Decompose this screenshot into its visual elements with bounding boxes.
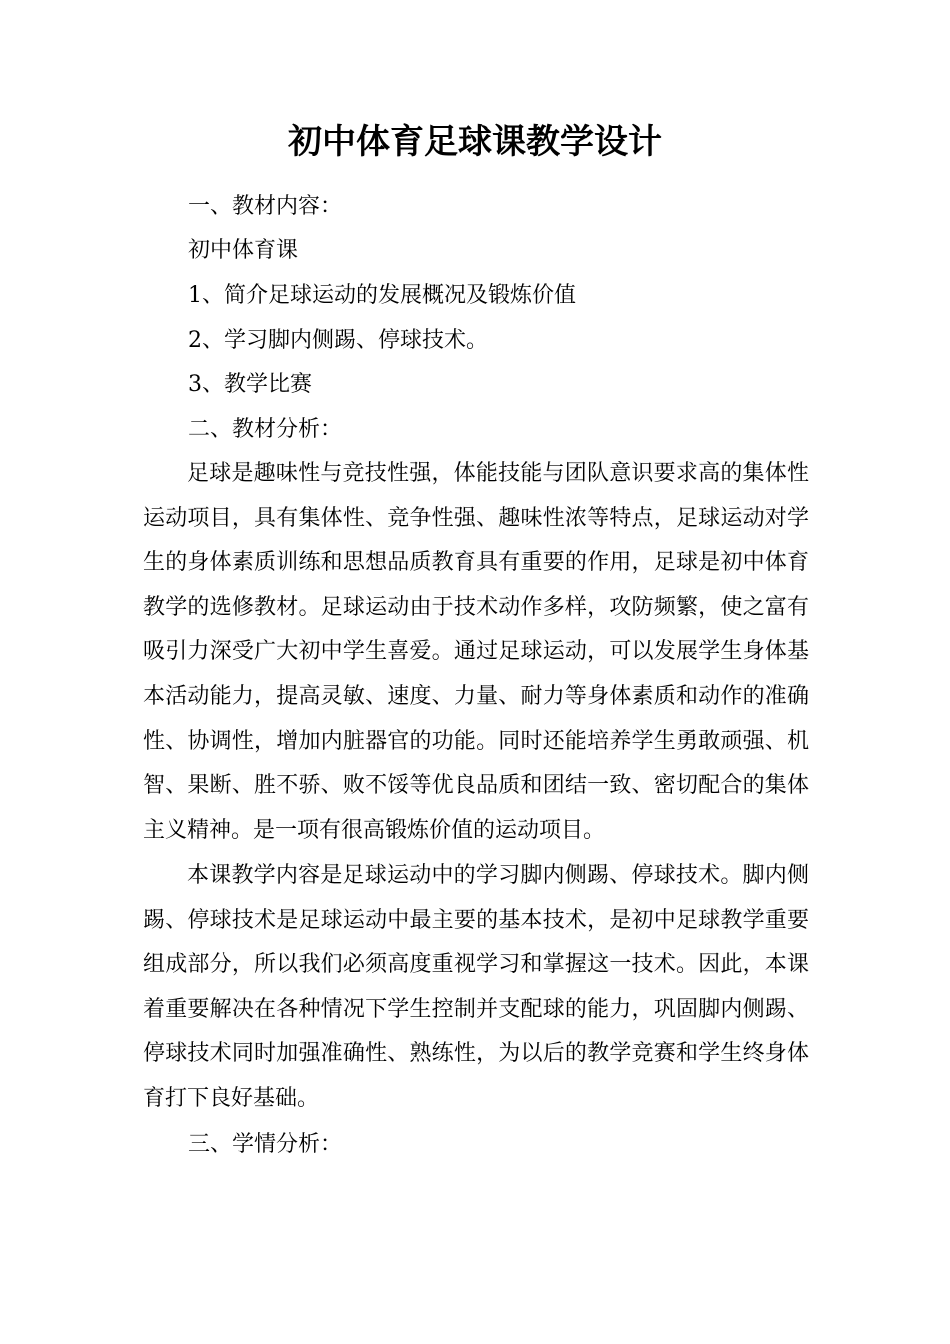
section2-paragraph-2: 本课教学内容是足球运动中的学习脚内侧踢、停球技术。脚内侧踢、停球技术是足球运动中最主要的基本技术，是初中足球教学重要组成部分，所以我们必须高度重视学习和掌握这一技术。因此，本课着重要解决在各种情况下学生控制并支配球的能力，巩固脚内侧踢、停球技术同时加强准确性、熟练性，为以后的教学竞赛和学生终身体育打下良好基础。	[143, 863, 809, 1111]
document-title: 初中体育足球课教学设计	[288, 122, 662, 162]
section2-paragraph-1: 足球是趣味性与竞技性强，体能技能与团队意识要求高的集体性运动项目，具有集体性、竞争性强、趣味性浓等特点，足球运动对学生的身体素质训练和思想品质教育具有重要的作用，足球是初中体育教学的选修教材。足球运动由于技术动作多样，攻防频繁，使之富有吸引力深受广大初中学生喜爱。通过足球运动，可以发展学生身体基本活动能力，提高灵敏、速度、力量、耐力等身体素质和动作的准确性、协调性，增加内脏器官的功能。同时还能培养学生勇敢顽强、机智、果断、胜不骄、败不馁等优良品质和团结一致、密切配合的集体主义精神。是一项有很高锻炼价值的运动项目。	[143, 461, 809, 843]
section1-item-3: 3、教学比赛	[188, 372, 312, 397]
section3-heading: 三、学情分析：	[188, 1132, 343, 1157]
section1-subtitle: 初中体育课	[188, 238, 299, 263]
section2-heading: 二、教材分析：	[188, 417, 343, 442]
section1-item-2: 2、学习脚内侧踢、停球技术。	[188, 328, 488, 353]
section1-heading: 一、教材内容：	[188, 194, 343, 219]
section1-item-1: 1、简介足球运动的发展概况及锻炼价值	[188, 283, 576, 308]
